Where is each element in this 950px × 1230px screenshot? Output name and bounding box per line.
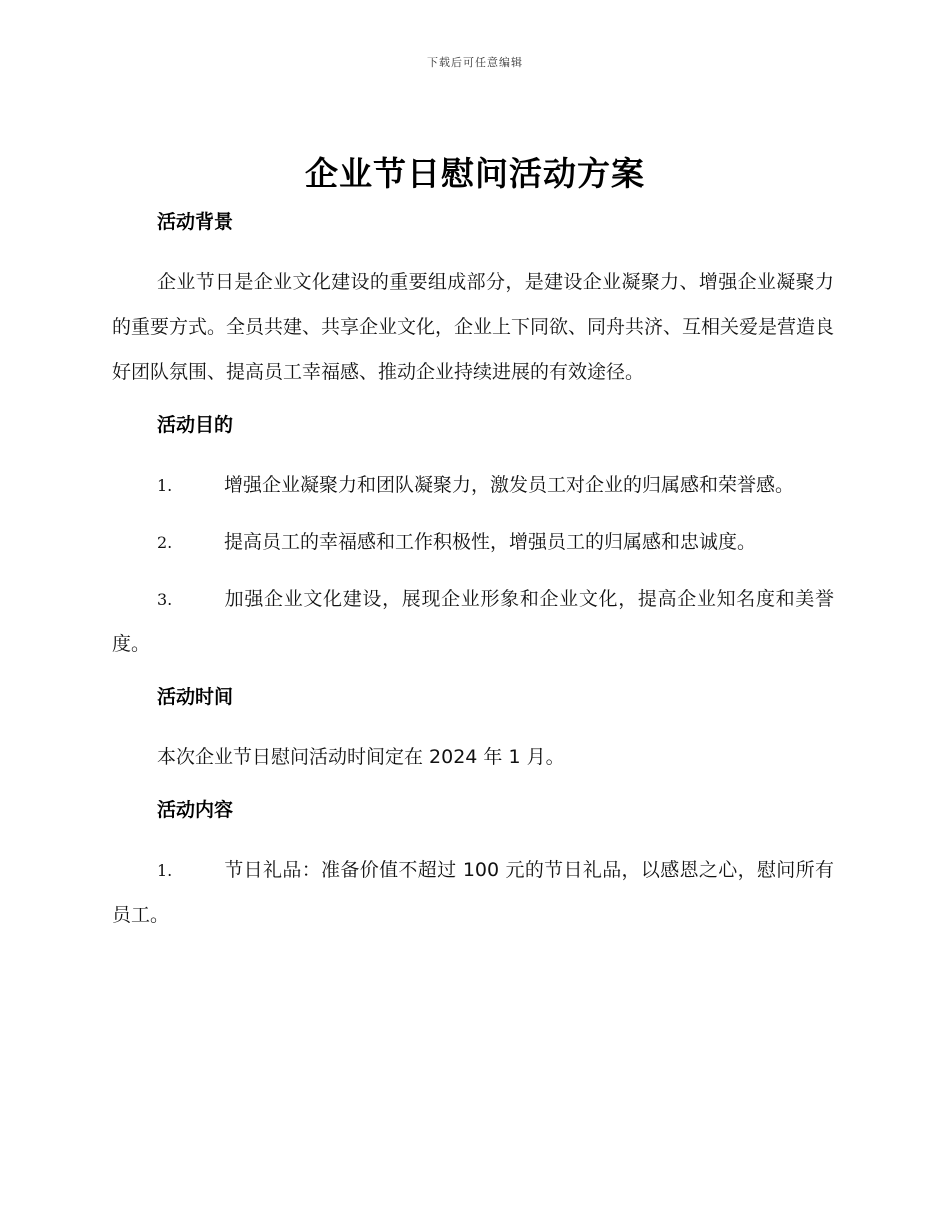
item-number: 1. xyxy=(157,861,173,880)
purpose-item xyxy=(112,463,834,508)
section-background xyxy=(112,204,834,407)
section-heading-content: 活动内容 xyxy=(157,799,234,821)
section-heading-time: 活动时间 xyxy=(157,686,234,708)
item-text: 节日礼品：准备价值不超过 100 元的节日礼品，以感恩之心，慰问所有员工。 xyxy=(112,859,834,926)
section-time xyxy=(112,679,834,792)
background-paragraph: 企业节日是企业文化建设的重要组成部分，是建设企业凝聚力、增强企业凝聚力的重要方式。全员共建、共享企业文化，企业上下同欲、同舟共济、互相关爱是营造良好团队氛围、提高员工幸福感、推动企业持续进展的有效途径。 xyxy=(112,271,835,383)
item-number: 2. xyxy=(157,533,173,552)
item-text: 提高员工的幸福感和工作积极性，增强员工的归属感和忠诚度。 xyxy=(224,531,757,553)
item-text: 加强企业文化建设，展现企业形象和企业文化，提高企业知名度和美誉度。 xyxy=(112,588,834,655)
purpose-item xyxy=(112,577,834,667)
section-heading-purpose: 活动目的 xyxy=(157,414,234,436)
section-purpose xyxy=(112,407,834,679)
content-item xyxy=(112,848,834,938)
document-title: 企业节日慰问活动方案 xyxy=(305,154,645,193)
section-content xyxy=(112,792,834,938)
item-number: 1. xyxy=(157,476,173,495)
item-text: 增强企业凝聚力和团队凝聚力，激发员工对企业的归属感和荣誉感。 xyxy=(224,474,795,496)
document-body xyxy=(112,204,834,938)
time-paragraph: 本次企业节日慰问活动时间定在 2024 年 1 月。 xyxy=(157,746,565,768)
purpose-item xyxy=(112,520,834,565)
header-note: 下载后可任意编辑 xyxy=(427,56,523,69)
item-number: 3. xyxy=(157,590,173,609)
section-heading-background: 活动背景 xyxy=(157,211,234,233)
